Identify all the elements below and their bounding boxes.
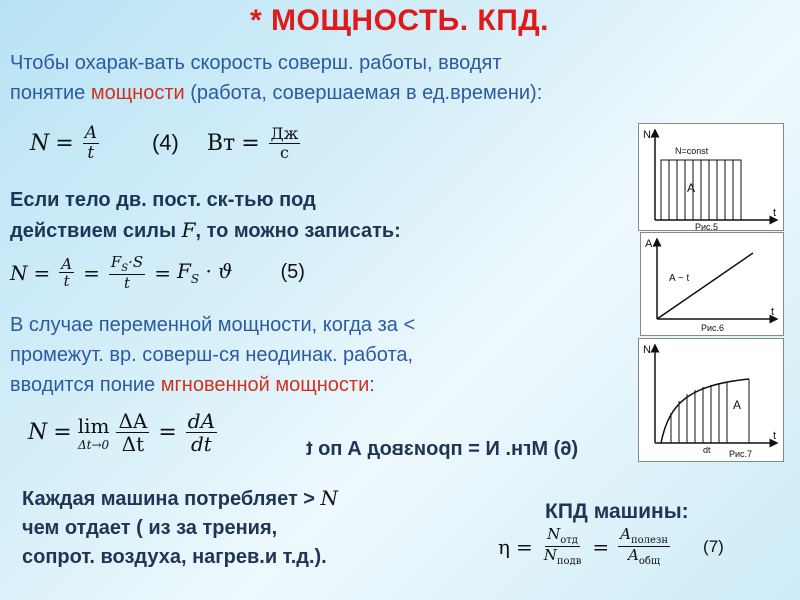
formula-number-4: (4) [151, 130, 179, 156]
fig7-x-label: t [773, 430, 777, 442]
equals-sign: = [53, 420, 72, 445]
const-line-2 [10, 215, 401, 246]
variable-power-paragraph [10, 310, 415, 400]
equals-sign: = [83, 260, 100, 285]
linear-line [657, 253, 753, 319]
var-n: N [320, 486, 339, 510]
product-fs-v: $F_S \cdot ϑ$ [176, 259, 233, 287]
fraction-a-useful-over-a-total: $\frac{A_{полезн}}{A_{общ}}$ [620, 525, 669, 567]
formula-instant-power [28, 410, 220, 455]
var-n: N [30, 130, 50, 156]
intro-text-tail: (работа, совершаемая в ед.времени): [184, 82, 543, 104]
figure-variable-power [638, 338, 784, 462]
fig7-y-label: N [643, 344, 651, 356]
formula-power-velocity [10, 254, 305, 292]
equals-sign: = [154, 260, 171, 285]
fraction-n-useful-over-n-input: $\frac{N_{отд}}{N_{подв}}$ [543, 525, 582, 567]
var-n: N [10, 260, 28, 285]
machine-line-3: сопрот. воздуха, нагрев.и т.д.). [22, 546, 327, 568]
intro-paragraph [10, 48, 542, 108]
fraction-delta-a-over-delta-t: $\frac{\Delta A}{\Delta t}$ [118, 409, 148, 456]
fig7-dt-label: dt [703, 445, 711, 455]
var-eta: η [498, 534, 510, 559]
equals-sign: = [33, 260, 51, 285]
unit-watt: Вт [206, 130, 236, 156]
fraction-da-over-dt: $\frac{dA}{dt}$ [187, 409, 216, 456]
formula-efficiency [498, 526, 724, 567]
figure-constant-power [638, 123, 784, 231]
var-text-tail: : [369, 374, 375, 396]
machine-text: Каждая машина потребляет > [22, 488, 321, 510]
formula-number-5: (5) [280, 261, 305, 284]
machine-line-2: чем отдает ( из за трения, [22, 517, 278, 539]
fraction-a-over-t: $\frac{A}{t}$ [84, 123, 97, 163]
fig7-caption: Рис.7 [729, 449, 753, 459]
var-text: вводится поние [10, 374, 161, 396]
fig6-caption: Рис.6 [701, 323, 725, 333]
var-f: F [181, 218, 196, 242]
var-line-3 [10, 370, 415, 400]
equals-sign: = [592, 534, 610, 559]
fraction-joule-over-second: $\frac{Дж}{с}$ [270, 124, 299, 162]
fraction-a-over-t: $\frac{A}{t}$ [61, 254, 73, 291]
const-text-tail: , то можно записать: [195, 220, 401, 242]
formula-number-7: (7) [703, 536, 724, 556]
fraction-fs-s-over-t: $\frac{F_S\cdot S}{t}$ [110, 253, 144, 292]
limit-operator: lim Δt→0 [77, 413, 110, 452]
intro-line-2 [10, 78, 542, 108]
mirrored-formula-text: (6) Мгн. N = производ A по t [305, 438, 579, 460]
fig6-x-label: t [771, 306, 775, 318]
fig6-y-label: A [645, 238, 653, 250]
fig6-line-label: A ~ t [669, 273, 690, 284]
slide-title: * МОЩНОСТЬ. КПД. [250, 4, 549, 37]
term-instant-power: мгновенной мощности [160, 374, 370, 396]
efficiency-heading: КПД машины: [545, 500, 689, 523]
equals-sign: = [515, 534, 533, 559]
constant-force-paragraph [10, 185, 401, 246]
equals-sign: = [241, 130, 260, 156]
var-line-1: В случае переменной мощности, когда за < [10, 314, 416, 336]
formula-power [30, 124, 303, 162]
machine-paragraph [22, 484, 338, 572]
fig5-area-label: A [687, 181, 696, 195]
fig5-y-label: N [643, 129, 651, 141]
const-line-1: Если тело дв. пост. ск-тью под [10, 189, 316, 211]
fig7-area-label: A [733, 398, 742, 412]
var-line-2: промежут. вр. соверш-ся неодинак. работа, [10, 344, 414, 366]
fig5-caption: Рис.5 [695, 222, 719, 230]
machine-line-1 [22, 484, 338, 514]
term-power: мощности [90, 82, 185, 104]
const-text: действием силы [10, 220, 182, 242]
figure-work-vs-time [640, 232, 784, 336]
intro-text: понятие [10, 82, 91, 104]
intro-line-1: Чтобы охарак-вать скорость соверш. работы, вводят [10, 52, 502, 74]
fig5-curve-label: N=const [675, 146, 709, 156]
equals-sign: = [158, 420, 177, 445]
var-n: N [28, 420, 48, 445]
fig5-x-label: t [773, 207, 777, 219]
equals-sign: = [55, 130, 74, 156]
